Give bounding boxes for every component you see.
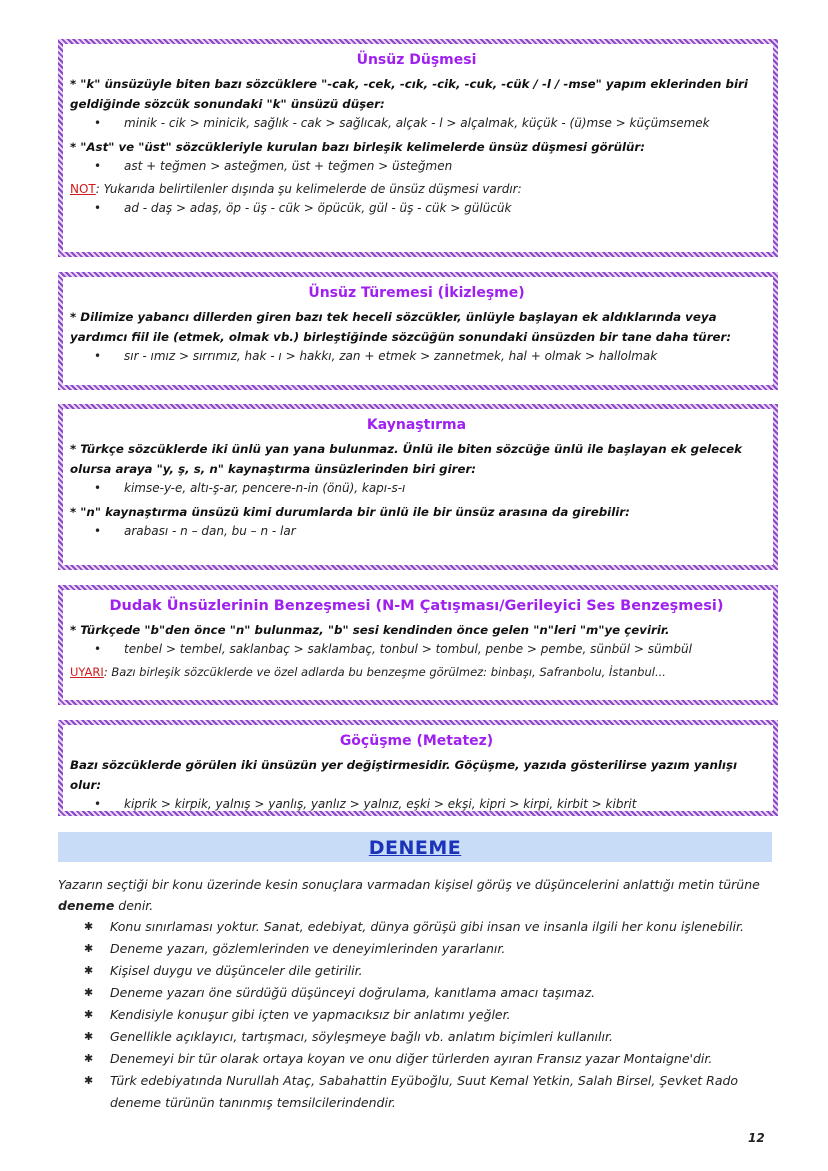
- rule-text: * "n" kaynaştırma ünsüzü kimi durumlarda bir ünlü ile bir ünsüz arasına da girebilir:: [70, 505, 630, 519]
- bullet-dot-icon: •: [94, 642, 102, 656]
- example-line: • minik - cik > minicik, sağlık - cak > sağlıcak, alçak - l > alçalmak, küçük - (ü)mse > küçümsemek: [70, 114, 763, 133]
- bullet-dot-icon: •: [94, 797, 102, 811]
- example-line: • ad - daş > adaş, öp - üş - cük > öpücük, gül - üş - cük > gülücük: [70, 199, 763, 218]
- list-item: ✱ Türk edebiyatında Nurullah Ataç, Sabahattin Eyüboğlu, Suut Kemal Yetkin, Salah Birsel, Şevket Rado deneme türünün tanınmış temsilcilerindendir.: [58, 1070, 778, 1114]
- section-gocusme: [58, 720, 778, 816]
- bullet-dot-icon: •: [94, 524, 102, 538]
- deneme-heading: DENEME: [368, 837, 462, 859]
- asterisk-bullet-icon: ✱: [84, 986, 94, 999]
- list-item: ✱ Kişisel duygu ve düşünceler dile getirilir.: [58, 960, 778, 982]
- bullet-dot-icon: •: [94, 116, 102, 130]
- bullet-dot-icon: •: [94, 349, 102, 363]
- asterisk-bullet-icon: ✱: [84, 1052, 94, 1065]
- bullet-dot-icon: •: [94, 159, 102, 173]
- rule-text: * Türkçede "b"den önce "n" bulunmaz, "b" sesi kendinden önce gelen "n"leri "m"ye çevirir.: [70, 623, 670, 637]
- example-line: • kiprik > kirpik, yalnış > yanlış, yanlız > yalnız, eşki > ekşi, kipri > kirpi, kirbit > kibrit: [70, 795, 763, 814]
- rule-text: * "Ast" ve "üst" sözcükleriyle kurulan bazı birleşik kelimelerde ünsüz düşmesi görülür:: [70, 140, 645, 154]
- deneme-heading-bar: [58, 832, 772, 862]
- deneme-intro: Yazarın seçtiği bir konu üzerinde kesin sonuçlara varmadan kişisel görüş ve düşüncelerini anlattığı metin türüne deneme denir.: [58, 877, 760, 913]
- section-title: Göçüşme (Metatez): [339, 733, 494, 749]
- rule-text: * Dilimize yabancı dillerden giren bazı tek heceli sözcükler, ünlüyle başlayan ek aldıklarında veya yardımcı fiil ile (etmek, olmak vb.) birleştiğinde sözcüğün sonundaki ünsüzden bir tane daha türer:: [70, 310, 732, 344]
- section-dudak-unsuzleri: [58, 585, 778, 705]
- deneme-term: deneme: [58, 898, 115, 913]
- list-item: ✱ Deneme yazarı öne sürdüğü düşünceyi doğrulama, kanıtlama amacı taşımaz.: [58, 982, 778, 1004]
- deneme-features-list: [58, 916, 778, 1114]
- section-title: Dudak Ünsüzlerinin Benzeşmesi (N-M Çatışması/Gerileyici Ses Benzeşmesi): [109, 598, 724, 614]
- section-unsuz-dusmesi: [58, 39, 778, 257]
- section-title: Kaynaştırma: [366, 417, 467, 433]
- section-title: Ünsüz Türemesi (İkizleşme): [308, 285, 525, 301]
- asterisk-bullet-icon: ✱: [84, 920, 94, 933]
- list-item: ✱ Konu sınırlaması yoktur. Sanat, edebiyat, dünya görüşü gibi insan ve insanla ilgili her konu işlenebilir.: [58, 916, 778, 938]
- example-line: • arabası - n – dan, bu – n - lar: [70, 522, 763, 541]
- example-line: • kimse-y-e, altı-ş-ar, pencere-n-in (önü), kapı-s-ı: [70, 479, 763, 498]
- warning-label: UYARI: [70, 665, 104, 679]
- asterisk-bullet-icon: ✱: [84, 1008, 94, 1021]
- section-unsuz-turemesi: [58, 272, 778, 390]
- asterisk-bullet-icon: ✱: [84, 1030, 94, 1043]
- page-number: 12: [748, 1131, 765, 1145]
- example-line: • tenbel > tembel, saklanbaç > saklambaç, tonbul > tombul, penbe > pembe, sünbül > sümbül: [70, 640, 763, 659]
- section-kaynastirma: [58, 404, 778, 570]
- section-title: Ünsüz Düşmesi: [356, 52, 477, 68]
- note-label: NOT: [70, 182, 96, 196]
- warning-line: UYARI: Bazı birleşik sözcüklerde ve özel adlarda bu benzeşme görülmez: binbaşı, Safranbolu, İstanbul...: [70, 665, 666, 679]
- example-line: • ast + teğmen > asteğmen, üst + teğmen > üsteğmen: [70, 157, 763, 176]
- list-item: ✱ Denemeyi bir tür olarak ortaya koyan ve onu diğer türlerden ayıran Fransız yazar Montaigne'dir.: [58, 1048, 778, 1070]
- list-item: ✱ Genellikle açıklayıcı, tartışmacı, söyleşmeye bağlı vb. anlatım biçimleri kullanılır.: [58, 1026, 778, 1048]
- asterisk-bullet-icon: ✱: [84, 1074, 94, 1087]
- rule-text: * "k" ünsüzüyle biten bazı sözcüklere "-cak, -cek, -cık, -cik, -cuk, -cük / -l / -mse" yapım eklerinden biri geldiğinde sözcük sonundaki "k" ünsüzü düşer:: [70, 77, 748, 111]
- asterisk-bullet-icon: ✱: [84, 942, 94, 955]
- rule-text: Bazı sözcüklerde görülen iki ünsüzün yer değiştirmesidir. Göçüşme, yazıda gösterilirse yazım yanlışı olur:: [70, 758, 738, 792]
- example-line: • sır - ımız > sırrımız, hak - ı > hakkı, zan + etmek > zannetmek, hal + olmak > hallolmak: [70, 347, 763, 366]
- note-line: NOT: Yukarıda belirtilenler dışında şu kelimelerde de ünsüz düşmesi vardır:: [70, 182, 522, 196]
- bullet-dot-icon: •: [94, 201, 102, 215]
- list-item: ✱ Kendisiyle konuşur gibi içten ve yapmacıksız bir anlatımı yeğler.: [58, 1004, 778, 1026]
- bullet-dot-icon: •: [94, 481, 102, 495]
- asterisk-bullet-icon: ✱: [84, 964, 94, 977]
- rule-text: * Türkçe sözcüklerde iki ünlü yan yana bulunmaz. Ünlü ile biten sözcüğe ünlü ile başlayan ek gelecek olursa araya "y, ş, s, n" kaynaştırma ünsüzlerinden biri girer:: [70, 442, 742, 476]
- list-item: ✱ Deneme yazarı, gözlemlerinden ve deneyimlerinden yararlanır.: [58, 938, 778, 960]
